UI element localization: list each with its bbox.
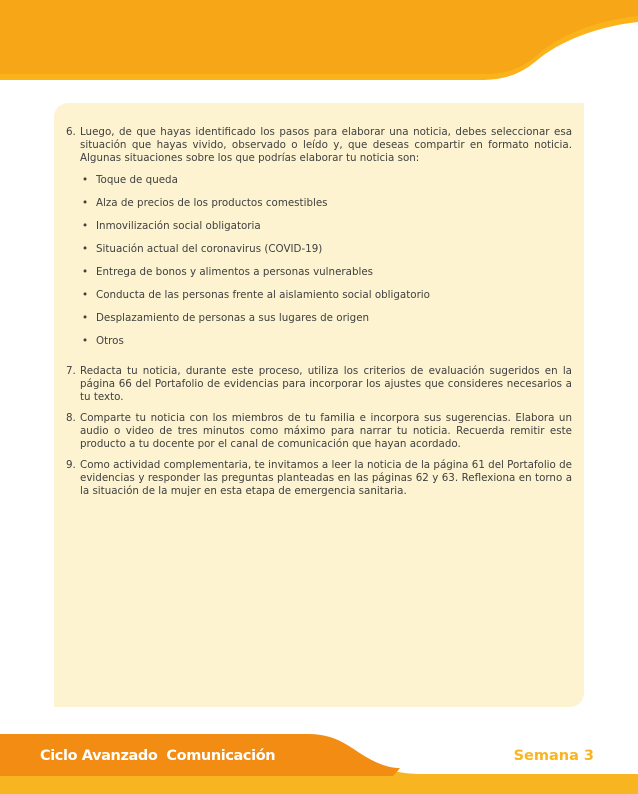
bullet-item: • Conducta de las personas frente al aislamiento social obligatorio xyxy=(80,288,572,311)
list-item xyxy=(66,459,572,498)
item-text: Como actividad complementaria, te invitamos a leer la noticia de la página 61 del Portafolio de evidencias y responder las preguntas planteadas en las páginas 62 y 63. Reflexiona en torno a la situación de la mujer en esta etapa de emergencia sanitaria. xyxy=(80,459,572,497)
bullet-item: • Inmovilización social obligatoria xyxy=(80,219,572,242)
item-text: Luego, de que hayas identificado los pasos para elaborar una noticia, debes seleccionar esa situación que hayas vivido, observado o leído y, que deseas compartir en formato noticia. Algunas situaciones sobre los que podrías elaborar tu noticia son: xyxy=(80,126,572,164)
footer-week: Semana 3 xyxy=(513,748,594,764)
activity-list xyxy=(66,126,572,506)
bullet-item: • Alza de precios de los productos comestibles xyxy=(80,196,572,219)
bullet-item: • Toque de queda xyxy=(80,173,572,196)
bullet-item: • Entrega de bonos y alimentos a personas vulnerables xyxy=(80,265,572,288)
footer-subject: Comunicación xyxy=(166,748,276,764)
item-text: Redacta tu noticia, durante este proceso, utiliza los criterios de evaluación sugeridos en la página 66 del Portafolio de evidencias para incorporar los ajustes que consideres necesarios a tu texto. xyxy=(80,365,572,403)
item-number: 9. xyxy=(66,459,76,471)
item-number: 8. xyxy=(66,412,76,424)
footer-cycle: Ciclo Avanzado xyxy=(40,748,158,764)
top-banner-wave xyxy=(0,0,638,90)
footer-title xyxy=(40,748,275,764)
bullet-item: • Situación actual del coronavirus (COVID-19) xyxy=(80,242,572,265)
item-number: 7. xyxy=(66,365,76,377)
list-item xyxy=(66,126,572,165)
list-item xyxy=(66,412,572,451)
item-text: Comparte tu noticia con los miembros de tu familia e incorpora sus sugerencias. Elabora un audio o video de tres minutos como máximo para narrar tu noticia. Recuerda remitir este producto a tu docente por el canal de comunicación que hayan acordado. xyxy=(80,412,572,450)
list-item xyxy=(66,365,572,404)
bullet-item: • Otros xyxy=(80,334,572,357)
bullet-item: • Desplazamiento de personas a sus lugares de origen xyxy=(80,311,572,334)
item-number: 6. xyxy=(66,126,76,138)
topic-bullet-list xyxy=(80,173,572,357)
